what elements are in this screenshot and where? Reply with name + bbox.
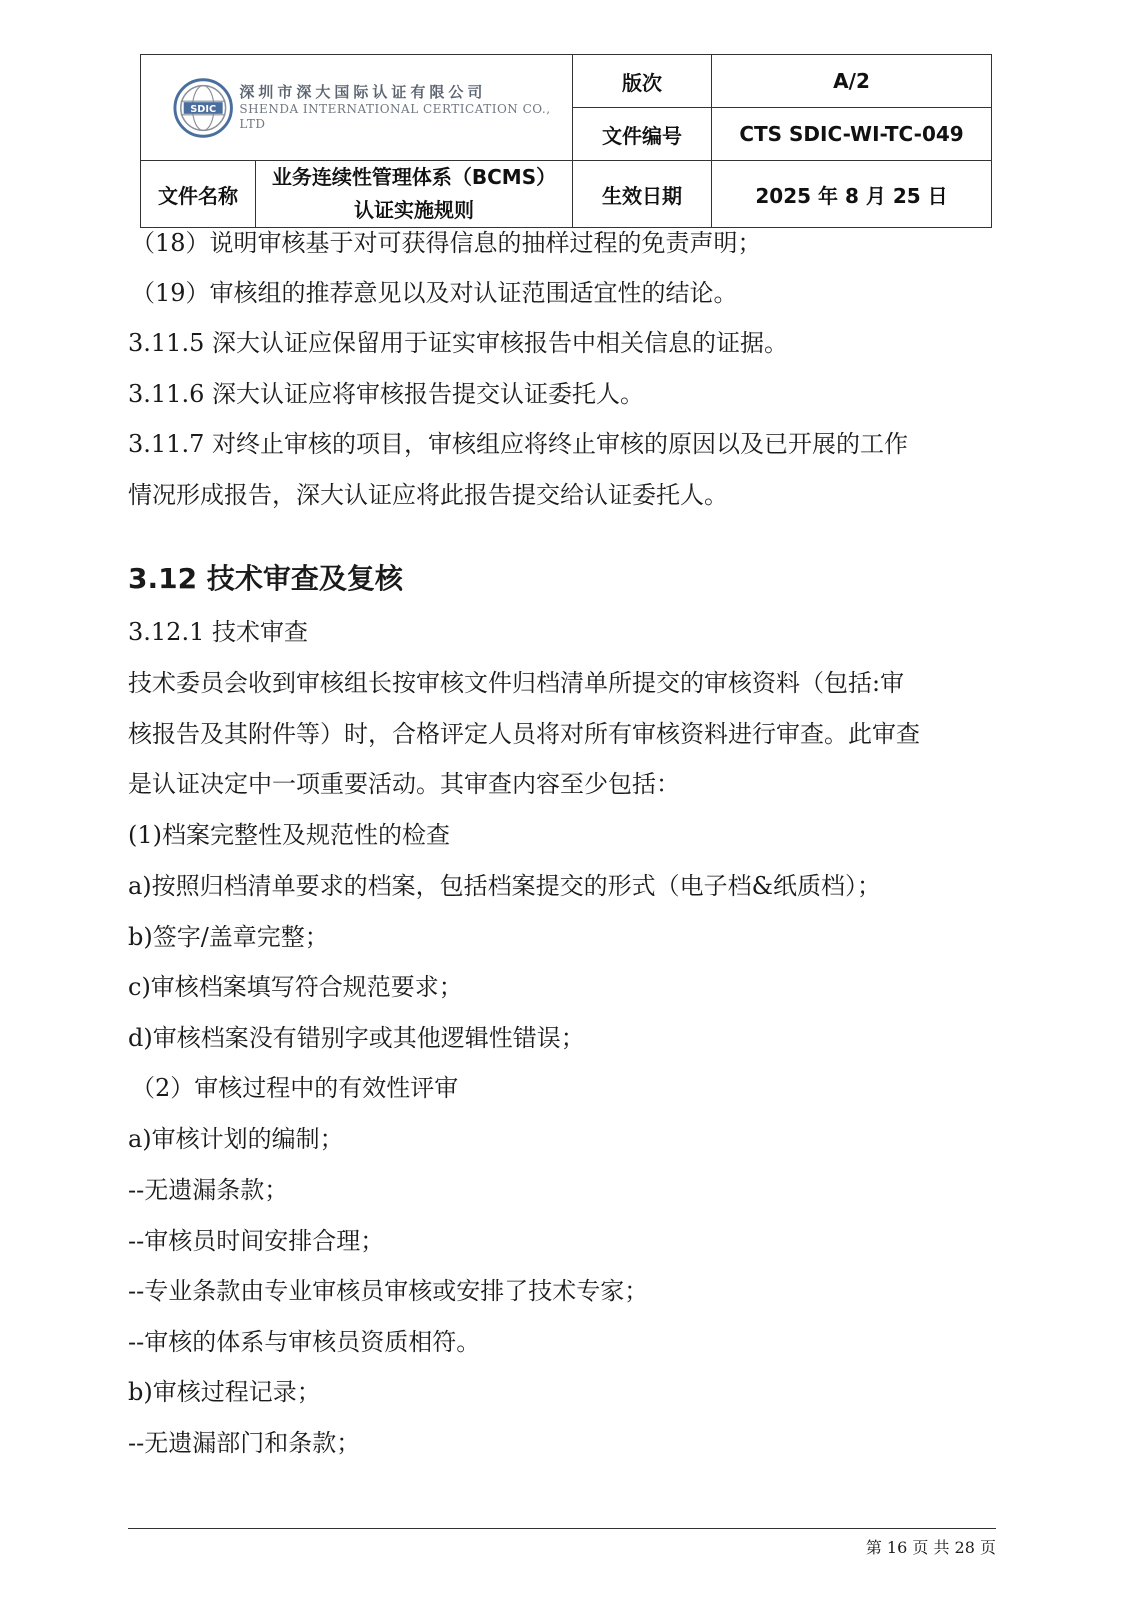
list-item: --无遗漏条款；	[128, 1176, 289, 1204]
company-emblem-icon	[173, 77, 233, 139]
list-item: b)签字/盖章完整；	[128, 923, 329, 951]
list-item: a)按照归档清单要求的档案，包括档案提交的形式（电子档&纸质档）；	[128, 872, 882, 900]
company-name-en: SHENDA INTERNATIONAL CERTICATION CO., LTD	[239, 101, 551, 131]
doc-name-label: 文件名称	[141, 161, 256, 228]
body-line: 核报告及其附件等）时，合格评定人员将对所有审核资料进行审查。此审查	[128, 720, 920, 748]
body-line: 技术委员会收到审核组长按审核文件归档清单所提交的审核资料（包括:审	[128, 669, 905, 697]
company-logo-block	[141, 55, 573, 161]
body-line: 3.11.5 深大认证应保留用于证实审核报告中相关信息的证据。	[128, 329, 788, 357]
list-item: (1)档案完整性及规范性的检查	[128, 821, 450, 849]
doc-number-label: 文件编号	[573, 108, 712, 161]
effective-date-value: 2025 年 8 月 25 日	[712, 161, 992, 228]
list-item: --无遗漏部门和条款；	[128, 1429, 361, 1457]
list-item: a)审核计划的编制；	[128, 1125, 344, 1153]
body-line: 3.11.6 深大认证应将审核报告提交认证委托人。	[128, 380, 644, 408]
doc-name-value: 业务连续性管理体系（BCMS）认证实施规则	[256, 161, 573, 228]
subsection-title: 3.12.1 技术审查	[128, 618, 308, 646]
page-number: 第 16 页 共 28 页	[865, 1538, 996, 1557]
body-line: （18）说明审核基于对可获得信息的抽样过程的免责声明；	[131, 229, 762, 257]
list-item: b)审核过程记录；	[128, 1378, 321, 1406]
effective-date-label: 生效日期	[573, 161, 712, 228]
body-line: 3.11.7 对终止审核的项目，审核组应将终止审核的原因以及已开展的工作	[128, 430, 908, 458]
list-item: d)审核档案没有错别字或其他逻辑性错误；	[128, 1024, 585, 1052]
footer-divider	[128, 1528, 996, 1529]
edition-value: A/2	[712, 55, 992, 108]
doc-number-value: CTS SDIC-WI-TC-049	[712, 108, 992, 161]
body-line: 是认证决定中一项重要活动。其审查内容至少包括：	[128, 770, 680, 798]
section-heading: 3.12 技术审查及复核	[128, 562, 403, 595]
emblem-label: SDIC	[190, 103, 217, 115]
list-item: （2）审核过程中的有效性评审	[131, 1074, 459, 1102]
list-item: c)审核档案填写符合规范要求；	[128, 973, 463, 1001]
document-header-table	[140, 54, 992, 228]
edition-label: 版次	[573, 55, 712, 108]
list-item: --专业条款由专业审核员审核或安排了技术专家；	[128, 1277, 649, 1305]
body-line: 情况形成报告，深大认证应将此报告提交给认证委托人。	[128, 481, 728, 509]
list-item: --审核员时间安排合理；	[128, 1227, 385, 1255]
body-line: （19）审核组的推荐意见以及对认证范围适宜性的结论。	[131, 279, 738, 307]
list-item: --审核的体系与审核员资质相符。	[128, 1328, 481, 1356]
company-name-cn: 深圳市深大国际认证有限公司	[239, 83, 487, 102]
